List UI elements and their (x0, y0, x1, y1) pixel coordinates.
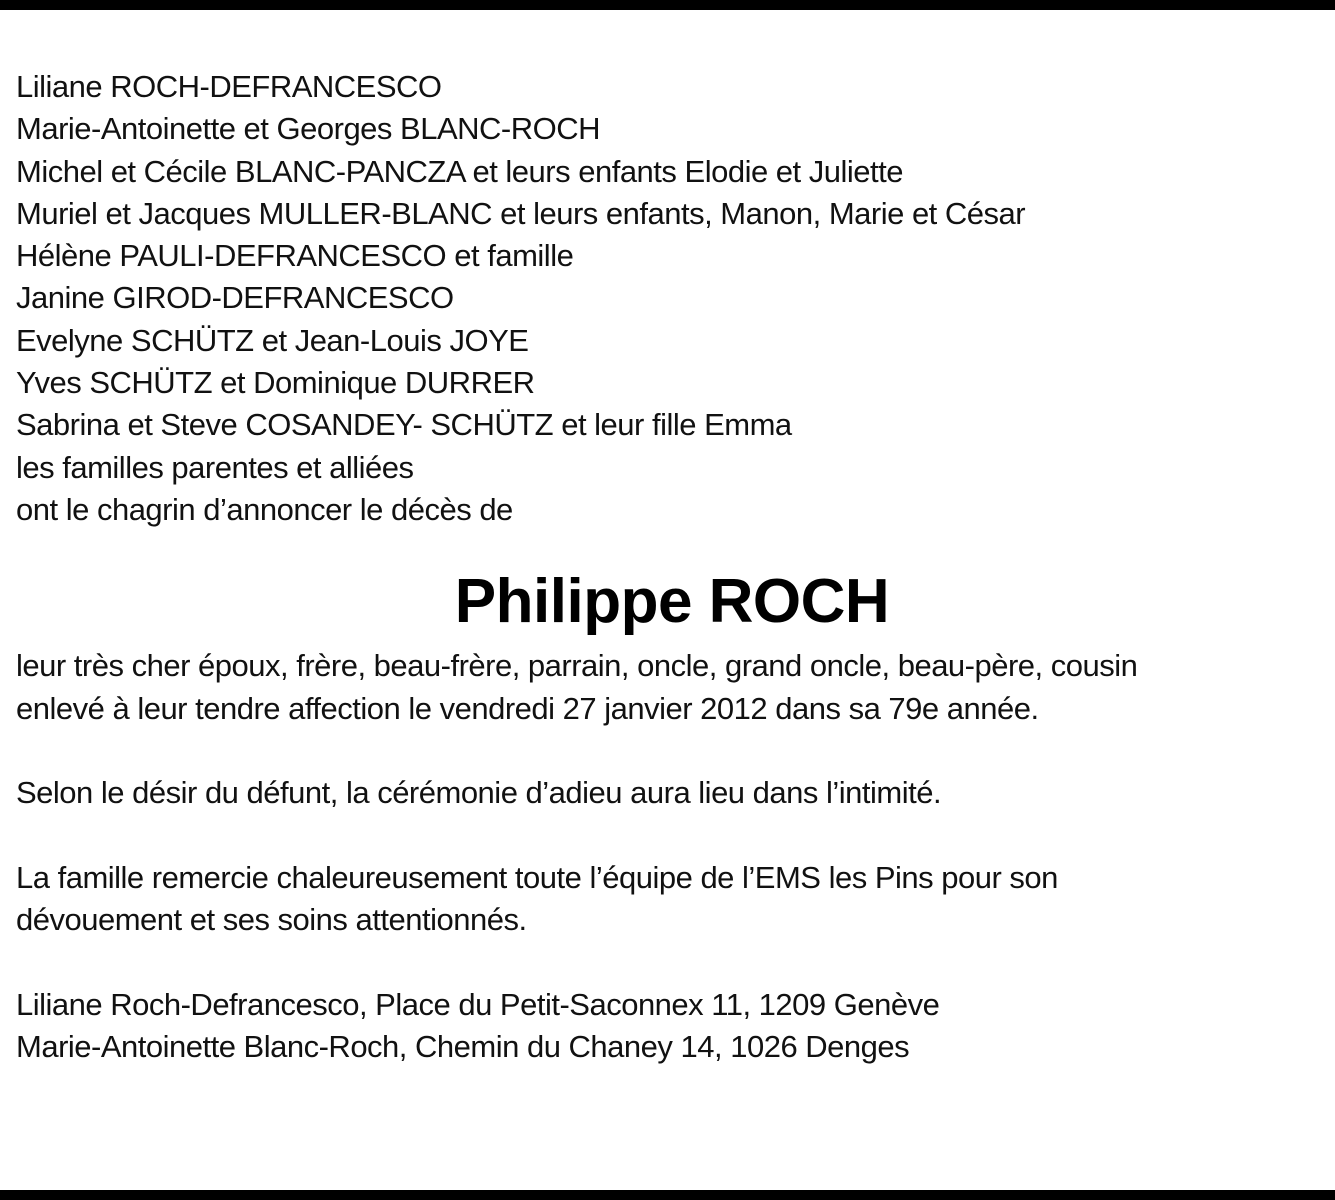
address-line: Marie-Antoinette Blanc-Roch, Chemin du Chaney 14, 1026 Denges (16, 1028, 910, 1064)
spacer (16, 730, 1328, 772)
family-member-line: Evelyne SCHÜTZ et Jean-Louis JOYE (16, 322, 529, 358)
family-member-line: Yves SCHÜTZ et Dominique DURRER (16, 365, 535, 401)
description-line: leur très cher époux, frère, beau-frère, parrain, oncle, grand oncle, beau-père, cousin (16, 648, 1138, 684)
family-member-line: Marie-Antoinette et Georges BLANC-ROCH (16, 111, 601, 147)
obituary-notice (16, 66, 1328, 1068)
deceased-name: Philippe ROCH (454, 567, 890, 637)
description-block (16, 645, 1328, 730)
family-member-line: Michel et Cécile BLANC-PANCZA et leurs enfants Elodie et Juliette (16, 153, 903, 189)
thanks-line: La famille remercie chaleureusement toute l’équipe de l’EMS les Pins pour son (16, 859, 1058, 895)
thanks-block (16, 857, 1328, 942)
bottom-border (0, 1190, 1335, 1200)
family-member-line: Liliane ROCH-DEFRANCESCO (16, 69, 442, 104)
thanks-line: dévouement et ses soins attentionnés. (16, 902, 527, 938)
address-line: Liliane Roch-Defrancesco, Place du Petit-Saconnex 11, 1209 Genève (16, 986, 940, 1022)
addresses-block (16, 984, 1328, 1069)
announcement-line: ont le chagrin d’annoncer le décès de (16, 491, 513, 527)
family-member-line: Janine GIROD-DEFRANCESCO (16, 280, 454, 316)
spacer (16, 941, 1328, 983)
top-border (0, 0, 1335, 10)
family-member-line: les familles parentes et alliées (16, 449, 414, 485)
family-member-line: Sabrina et Steve COSANDEY- SCHÜTZ et leur fille Emma (16, 407, 792, 443)
description-line: enlevé à leur tendre affection le vendredi 27 janvier 2012 dans sa 79e année. (16, 690, 1039, 726)
ceremony-text: Selon le désir du défunt, la cérémonie d’adieu aura lieu dans l’intimité. (16, 775, 942, 811)
family-list (16, 66, 1328, 531)
spacer (16, 814, 1328, 856)
family-member-line: Hélène PAULI-DEFRANCESCO et famille (16, 238, 574, 274)
family-member-line: Muriel et Jacques MULLER-BLANC et leurs enfants, Manon, Marie et César (16, 195, 1026, 231)
